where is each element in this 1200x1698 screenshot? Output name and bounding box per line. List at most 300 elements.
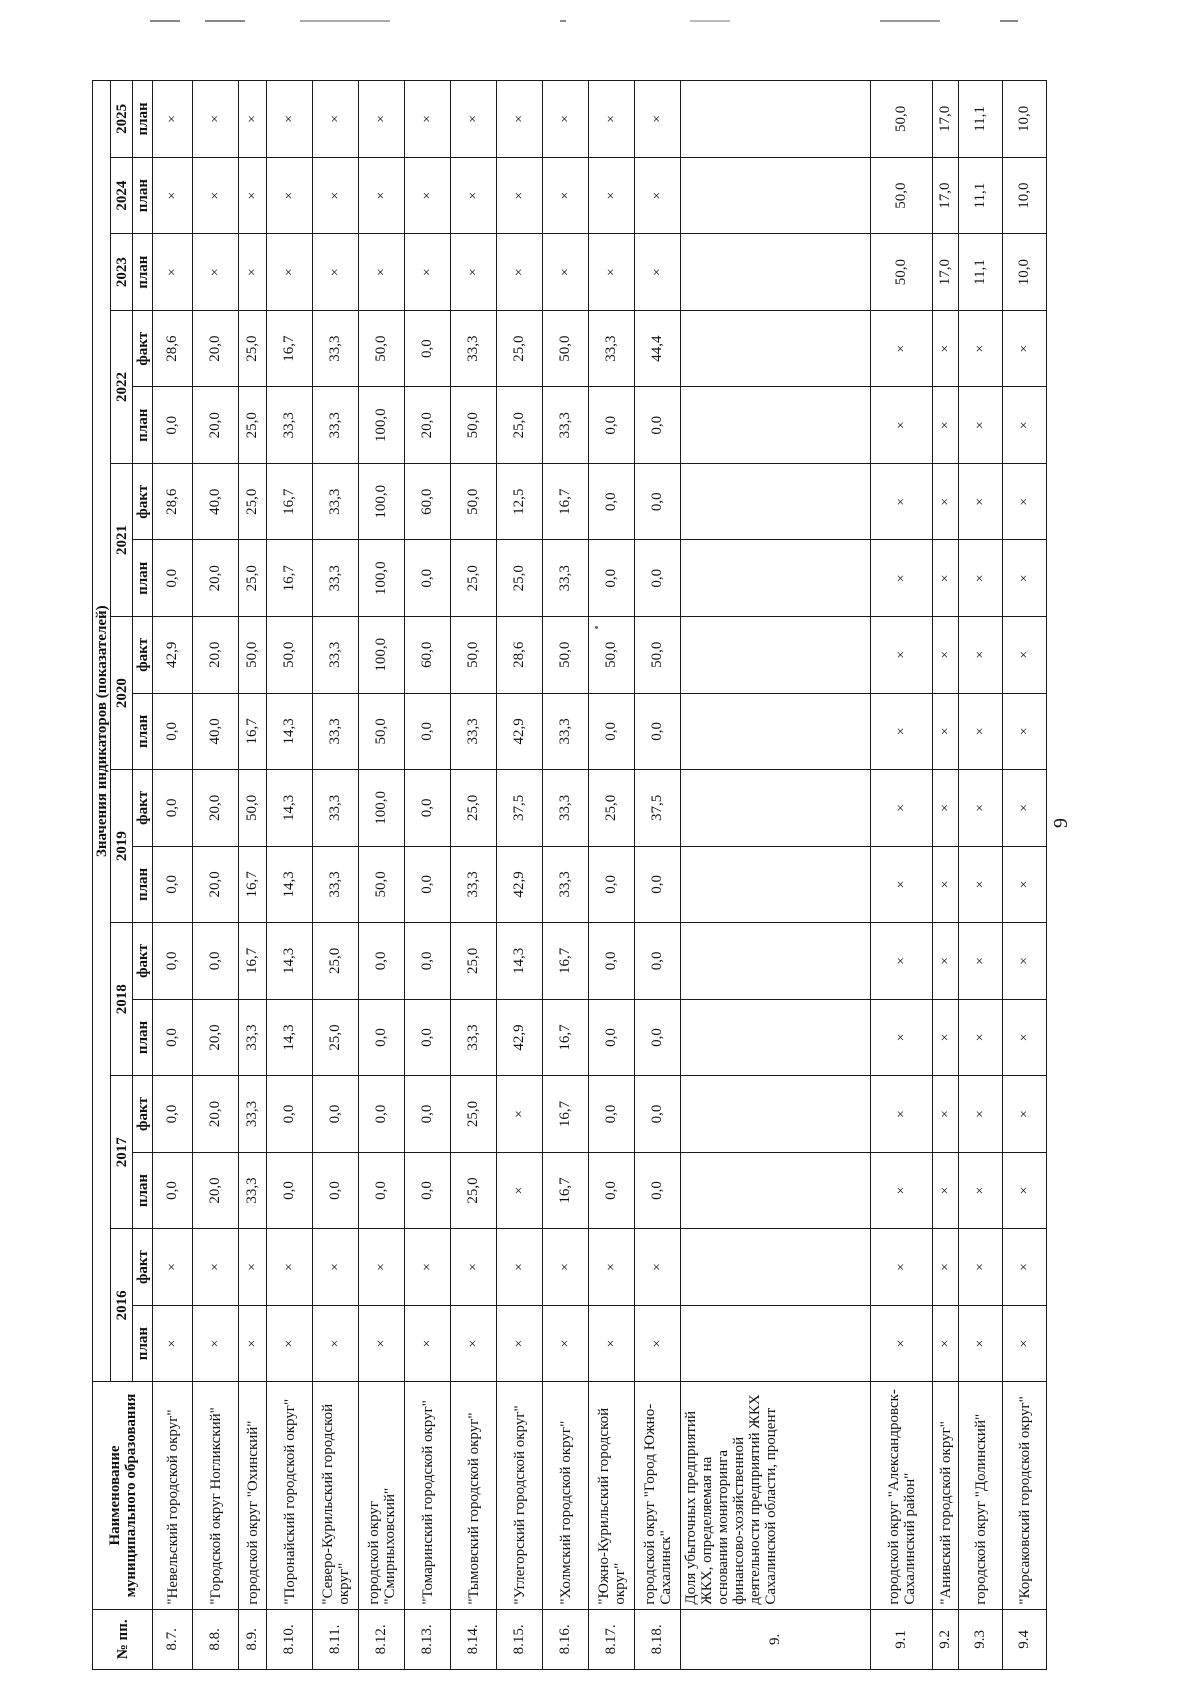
value-cell: × xyxy=(1003,923,1047,1000)
value-cell: × xyxy=(239,157,267,234)
value-cell: 0,0 xyxy=(635,540,681,617)
value-cell xyxy=(681,693,871,770)
value-cell: × xyxy=(1003,1152,1047,1229)
value-cell: 50,0 xyxy=(871,157,933,234)
value-cell: 50,0 xyxy=(359,310,405,387)
value-cell: 0,0 xyxy=(635,923,681,1000)
value-cell: 20,0 xyxy=(193,540,239,617)
value-cell: 0,0 xyxy=(405,770,451,847)
value-cell: × xyxy=(239,81,267,158)
municipality-name: "Городской округ Ногликский" xyxy=(193,1382,239,1609)
value-cell xyxy=(681,1229,871,1306)
value-cell: × xyxy=(1003,693,1047,770)
indicator-table xyxy=(92,80,1047,1670)
value-cell: × xyxy=(193,1229,239,1306)
value-cell: × xyxy=(543,1229,589,1306)
value-cell: 0,0 xyxy=(405,540,451,617)
value-cell: × xyxy=(359,1229,405,1306)
value-cell: 50,0 xyxy=(267,617,313,694)
value-cell: 10,0 xyxy=(1003,234,1047,311)
table-row xyxy=(153,81,193,1670)
value-cell: × xyxy=(405,81,451,158)
value-cell: × xyxy=(1003,1076,1047,1153)
value-cell: 100,0 xyxy=(359,463,405,540)
table-row xyxy=(239,81,267,1670)
value-cell: × xyxy=(871,310,933,387)
table-row xyxy=(1003,81,1047,1670)
value-cell: × xyxy=(933,310,959,387)
table-header xyxy=(93,81,153,1670)
value-cell: × xyxy=(1003,463,1047,540)
value-cell: × xyxy=(405,1305,451,1382)
plan-header: план xyxy=(133,1305,153,1382)
value-cell: × xyxy=(497,81,543,158)
value-cell: × xyxy=(871,463,933,540)
value-cell: × xyxy=(193,157,239,234)
value-cell: 14,3 xyxy=(267,923,313,1000)
value-cell: 0,0 xyxy=(153,693,193,770)
value-cell: 50,0 xyxy=(543,617,589,694)
value-cell: × xyxy=(153,1229,193,1306)
value-cell: 100,0 xyxy=(359,540,405,617)
value-cell: 50,0 xyxy=(451,387,497,464)
value-cell: 20,0 xyxy=(193,310,239,387)
value-cell: 33,3 xyxy=(313,310,359,387)
value-cell: × xyxy=(267,157,313,234)
value-cell: 16,7 xyxy=(543,1152,589,1229)
value-cell: 25,0 xyxy=(451,540,497,617)
value-cell: × xyxy=(933,999,959,1076)
fact-header: факт xyxy=(133,1229,153,1306)
value-cell: 37,5 xyxy=(635,770,681,847)
value-cell: 0,0 xyxy=(153,999,193,1076)
value-cell: × xyxy=(959,310,1003,387)
value-cell: 42,9 xyxy=(153,617,193,694)
value-cell: 20,0 xyxy=(193,617,239,694)
value-cell: 0,0 xyxy=(635,387,681,464)
value-cell: 14,3 xyxy=(267,770,313,847)
municipality-name: "Южно-Курильский городской округ" xyxy=(589,1382,635,1609)
value-cell: 25,0 xyxy=(239,463,267,540)
table-row xyxy=(589,81,635,1670)
value-cell: 17,0 xyxy=(933,157,959,234)
table-row xyxy=(933,81,959,1670)
value-cell: 33,3 xyxy=(313,463,359,540)
value-cell: 0,0 xyxy=(405,1076,451,1153)
value-cell: 33,3 xyxy=(543,846,589,923)
value-cell: × xyxy=(933,463,959,540)
value-cell: 25,0 xyxy=(239,310,267,387)
value-cell: × xyxy=(267,81,313,158)
value-cell: 25,0 xyxy=(451,1076,497,1153)
value-cell: 28,6 xyxy=(153,310,193,387)
value-cell: 33,3 xyxy=(313,770,359,847)
value-cell: × xyxy=(933,1305,959,1382)
value-cell: 20,0 xyxy=(193,387,239,464)
value-cell: × xyxy=(497,1305,543,1382)
fact-header: факт xyxy=(133,463,153,540)
value-cell: 28,6 xyxy=(153,463,193,540)
value-cell: 16,7 xyxy=(239,846,267,923)
value-cell: 100,0 xyxy=(359,770,405,847)
value-cell: 0,0 xyxy=(405,923,451,1000)
value-cell: 25,0 xyxy=(497,310,543,387)
value-cell: 0,0 xyxy=(153,387,193,464)
value-cell: × xyxy=(959,1229,1003,1306)
value-cell: 0,0 xyxy=(589,387,635,464)
value-cell: × xyxy=(933,770,959,847)
value-cell: × xyxy=(871,1076,933,1153)
value-cell: × xyxy=(959,693,1003,770)
municipality-name: "Поронайский городской округ" xyxy=(267,1382,313,1609)
value-cell: × xyxy=(959,463,1003,540)
value-cell: 0,0 xyxy=(359,1076,405,1153)
value-cell: × xyxy=(153,234,193,311)
value-cell: × xyxy=(933,617,959,694)
value-cell: 42,9 xyxy=(497,999,543,1076)
value-cell: 0,0 xyxy=(635,846,681,923)
value-cell xyxy=(681,463,871,540)
value-cell: × xyxy=(405,1229,451,1306)
plan-header: план xyxy=(133,693,153,770)
value-cell: × xyxy=(871,540,933,617)
value-cell: × xyxy=(497,157,543,234)
value-cell: 20,0 xyxy=(193,1076,239,1153)
value-cell: 0,0 xyxy=(153,923,193,1000)
municipality-name: "Холмский городской округ" xyxy=(543,1382,589,1609)
value-cell: 20,0 xyxy=(193,1152,239,1229)
municipality-name: "Углегорский городской округ" xyxy=(497,1382,543,1609)
table-row xyxy=(193,81,239,1670)
row-number: 8.14. xyxy=(451,1609,497,1669)
value-cell: 25,0 xyxy=(451,1152,497,1229)
value-cell: 40,0 xyxy=(193,693,239,770)
value-cell: × xyxy=(589,157,635,234)
value-cell: × xyxy=(589,1229,635,1306)
value-cell: × xyxy=(1003,1305,1047,1382)
value-cell: × xyxy=(1003,770,1047,847)
value-cell: × xyxy=(871,1152,933,1229)
value-cell: × xyxy=(959,617,1003,694)
value-cell: 0,0 xyxy=(313,1076,359,1153)
value-cell: × xyxy=(933,1152,959,1229)
value-cell: × xyxy=(451,157,497,234)
year-header: 2019 xyxy=(111,770,133,923)
value-cell: × xyxy=(1003,387,1047,464)
value-cell xyxy=(681,770,871,847)
value-cell: 33,3 xyxy=(313,846,359,923)
row-number: 8.17. xyxy=(589,1609,635,1669)
value-cell: 0,0 xyxy=(153,846,193,923)
row-number: 8.7. xyxy=(153,1609,193,1669)
value-cell: × xyxy=(635,1305,681,1382)
value-cell: 25,0 xyxy=(313,923,359,1000)
value-cell xyxy=(681,310,871,387)
municipality-name: "Тымовский городской округ" xyxy=(451,1382,497,1609)
value-cell: × xyxy=(871,923,933,1000)
value-cell: 11,1 xyxy=(959,81,1003,158)
year-header: 2018 xyxy=(111,923,133,1076)
value-cell: 0,0 xyxy=(267,1152,313,1229)
row-number: 8.18. xyxy=(635,1609,681,1669)
value-cell: 44,4 xyxy=(635,310,681,387)
row-number: 8.12. xyxy=(359,1609,405,1669)
value-cell: 0,0 xyxy=(635,999,681,1076)
value-cell: 50,0 xyxy=(871,81,933,158)
value-cell: 16,7 xyxy=(267,540,313,617)
row-number: 8.10. xyxy=(267,1609,313,1669)
value-cell: 33,3 xyxy=(267,387,313,464)
value-cell: 25,0 xyxy=(239,387,267,464)
value-cell: × xyxy=(933,540,959,617)
value-cell: 11,1 xyxy=(959,234,1003,311)
table-body xyxy=(153,81,1047,1670)
value-cell: × xyxy=(959,923,1003,1000)
value-cell: 11,1 xyxy=(959,157,1003,234)
value-cell: × xyxy=(1003,540,1047,617)
value-cell: × xyxy=(933,387,959,464)
value-cell: 0,0 xyxy=(153,1076,193,1153)
municipality-name: "Северо-Курильский городской округ" xyxy=(313,1382,359,1609)
plan-header: план xyxy=(133,234,153,311)
row-number: 9.1 xyxy=(871,1609,933,1669)
value-cell: 0,0 xyxy=(153,1152,193,1229)
value-cell: × xyxy=(193,234,239,311)
col-header-name: Наименование муниципального образования xyxy=(93,1382,153,1609)
value-cell: 25,0 xyxy=(313,999,359,1076)
row-number: 9. xyxy=(681,1609,871,1669)
value-cell: × xyxy=(959,999,1003,1076)
value-cell: 0,0 xyxy=(153,770,193,847)
value-cell: 0,0 xyxy=(589,1076,635,1153)
value-cell: × xyxy=(267,1305,313,1382)
value-cell: × xyxy=(239,1305,267,1382)
value-cell: × xyxy=(239,234,267,311)
table-row xyxy=(405,81,451,1670)
value-cell: 33,3 xyxy=(451,999,497,1076)
value-cell: × xyxy=(543,234,589,311)
value-cell: 0,0 xyxy=(589,693,635,770)
value-cell xyxy=(681,1152,871,1229)
value-cell: × xyxy=(871,617,933,694)
year-header: 2024 xyxy=(111,157,133,234)
value-cell: × xyxy=(497,1229,543,1306)
value-cell: 0,0 xyxy=(589,999,635,1076)
value-cell: × xyxy=(871,846,933,923)
row-number: 9.3 xyxy=(959,1609,1003,1669)
value-cell: × xyxy=(959,1305,1003,1382)
value-cell xyxy=(681,157,871,234)
row-number: 9.2 xyxy=(933,1609,959,1669)
value-cell: × xyxy=(313,157,359,234)
value-cell: × xyxy=(871,693,933,770)
value-cell: × xyxy=(153,157,193,234)
value-cell: 60,0 xyxy=(405,463,451,540)
value-cell: 37,5 xyxy=(497,770,543,847)
page-number: 9 xyxy=(1050,818,1072,828)
value-cell: × xyxy=(267,1229,313,1306)
value-cell: 0,0 xyxy=(635,693,681,770)
year-header: 2020 xyxy=(111,617,133,770)
value-cell: 0,0 xyxy=(405,846,451,923)
value-cell: 25,0 xyxy=(239,540,267,617)
col-header-number: № пп. xyxy=(93,1609,153,1669)
value-cell: × xyxy=(153,81,193,158)
rotated-page xyxy=(0,78,1200,1698)
value-cell: × xyxy=(405,157,451,234)
value-cell: 14,3 xyxy=(267,693,313,770)
value-cell: × xyxy=(497,234,543,311)
value-cell: × xyxy=(933,1229,959,1306)
value-cell: 25,0 xyxy=(497,387,543,464)
value-cell: 0,0 xyxy=(589,1152,635,1229)
value-cell: × xyxy=(635,1229,681,1306)
table-row xyxy=(451,81,497,1670)
value-cell xyxy=(681,846,871,923)
value-cell: × xyxy=(405,234,451,311)
value-cell: 16,7 xyxy=(239,693,267,770)
value-cell: 50,0 xyxy=(451,617,497,694)
value-cell xyxy=(681,923,871,1000)
value-cell: 33,3 xyxy=(239,1076,267,1153)
fact-header: факт xyxy=(133,617,153,694)
municipality-name: Доля убыточных предприятий ЖКХ, определяемая на основании мониторинга финансово-хозяйственной деятельности предприятий ЖКХ Сахалинской области, процент xyxy=(681,1382,871,1609)
table-row xyxy=(871,81,933,1670)
value-cell: × xyxy=(543,1305,589,1382)
value-cell: 16,7 xyxy=(239,923,267,1000)
value-cell: 0,0 xyxy=(405,1152,451,1229)
plan-header: план xyxy=(133,540,153,617)
value-cell: 0,0 xyxy=(635,1076,681,1153)
value-cell: 100,0 xyxy=(359,617,405,694)
value-cell: 17,0 xyxy=(933,81,959,158)
table-row xyxy=(635,81,681,1670)
value-cell: 0,0 xyxy=(313,1152,359,1229)
plan-header: план xyxy=(133,846,153,923)
value-cell: × xyxy=(871,1305,933,1382)
value-cell: 33,3 xyxy=(313,617,359,694)
value-cell: 25,0 xyxy=(451,770,497,847)
municipality-name: "Невельский городской округ" xyxy=(153,1382,193,1609)
table-row xyxy=(267,81,313,1670)
municipality-name: "Анивский городской округ" xyxy=(933,1382,959,1609)
value-cell: 50,0 xyxy=(871,234,933,311)
value-cell: 14,3 xyxy=(497,923,543,1000)
value-cell: × xyxy=(871,770,933,847)
year-header: 2017 xyxy=(111,1076,133,1229)
municipality-name: городской округ "Охинский" xyxy=(239,1382,267,1609)
fact-header: факт xyxy=(133,770,153,847)
value-cell: × xyxy=(1003,999,1047,1076)
value-cell: × xyxy=(959,1152,1003,1229)
year-header: 2021 xyxy=(111,463,133,616)
row-number: 8.9. xyxy=(239,1609,267,1669)
value-cell: 16,7 xyxy=(267,463,313,540)
value-cell: × xyxy=(871,387,933,464)
value-cell: 50,0 xyxy=(239,617,267,694)
municipality-name: "Корсаковский городской округ" xyxy=(1003,1382,1047,1609)
value-cell: 20,0 xyxy=(405,387,451,464)
value-cell: × xyxy=(153,1305,193,1382)
fact-header: факт xyxy=(133,923,153,1000)
value-cell: × xyxy=(451,81,497,158)
value-cell: 42,9 xyxy=(497,693,543,770)
value-cell: 20,0 xyxy=(193,999,239,1076)
table-row xyxy=(959,81,1003,1670)
value-cell: × xyxy=(497,1076,543,1153)
value-cell: 0,0 xyxy=(589,846,635,923)
value-cell: × xyxy=(193,81,239,158)
value-cell: 0,0 xyxy=(405,693,451,770)
value-cell: × xyxy=(589,81,635,158)
value-cell: 10,0 xyxy=(1003,81,1047,158)
value-cell: × xyxy=(871,1229,933,1306)
value-cell: × xyxy=(933,923,959,1000)
value-cell: 50,0 xyxy=(589,617,635,694)
value-cell: × xyxy=(1003,617,1047,694)
row-number: 8.16. xyxy=(543,1609,589,1669)
value-cell: 33,3 xyxy=(543,387,589,464)
value-cell xyxy=(681,617,871,694)
value-cell: 10,0 xyxy=(1003,157,1047,234)
value-cell: × xyxy=(933,693,959,770)
value-cell: 20,0 xyxy=(193,846,239,923)
row-number: 8.13. xyxy=(405,1609,451,1669)
value-cell: 33,3 xyxy=(451,310,497,387)
value-cell xyxy=(681,1305,871,1382)
plan-header: план xyxy=(133,999,153,1076)
value-cell: 16,7 xyxy=(543,463,589,540)
value-cell: 33,3 xyxy=(543,693,589,770)
value-cell xyxy=(681,540,871,617)
value-cell: 33,3 xyxy=(451,693,497,770)
value-cell: 0,0 xyxy=(635,463,681,540)
value-cell: × xyxy=(359,157,405,234)
value-cell: 33,3 xyxy=(239,999,267,1076)
value-cell: × xyxy=(1003,310,1047,387)
value-cell: × xyxy=(871,999,933,1076)
plan-header: план xyxy=(133,81,153,158)
value-cell: × xyxy=(959,387,1003,464)
year-header: 2025 xyxy=(111,81,133,158)
value-cell: 16,7 xyxy=(543,1076,589,1153)
value-cell: 0,0 xyxy=(405,999,451,1076)
municipality-name: "Томаринский городской округ" xyxy=(405,1382,451,1609)
value-cell xyxy=(681,999,871,1076)
municipality-name: городской округ "Александровск-Сахалинский район" xyxy=(871,1382,933,1609)
value-cell: × xyxy=(451,234,497,311)
value-cell: × xyxy=(933,1076,959,1153)
value-cell xyxy=(681,1076,871,1153)
value-cell: 42,9 xyxy=(497,846,543,923)
row-number: 8.8. xyxy=(193,1609,239,1669)
value-cell: 33,3 xyxy=(239,1152,267,1229)
value-cell: × xyxy=(543,81,589,158)
value-cell: × xyxy=(1003,846,1047,923)
value-cell: × xyxy=(451,1305,497,1382)
scan-artifacts xyxy=(0,14,1200,26)
year-header: 2023 xyxy=(111,234,133,311)
municipality-name: городской округ "Долинский" xyxy=(959,1382,1003,1609)
value-cell: 33,3 xyxy=(543,540,589,617)
value-cell: 50,0 xyxy=(635,617,681,694)
value-cell: 0,0 xyxy=(359,923,405,1000)
row-number: 8.15. xyxy=(497,1609,543,1669)
value-cell: 0,0 xyxy=(589,540,635,617)
value-cell: × xyxy=(313,1305,359,1382)
value-cell: × xyxy=(959,770,1003,847)
value-cell: 33,3 xyxy=(589,310,635,387)
